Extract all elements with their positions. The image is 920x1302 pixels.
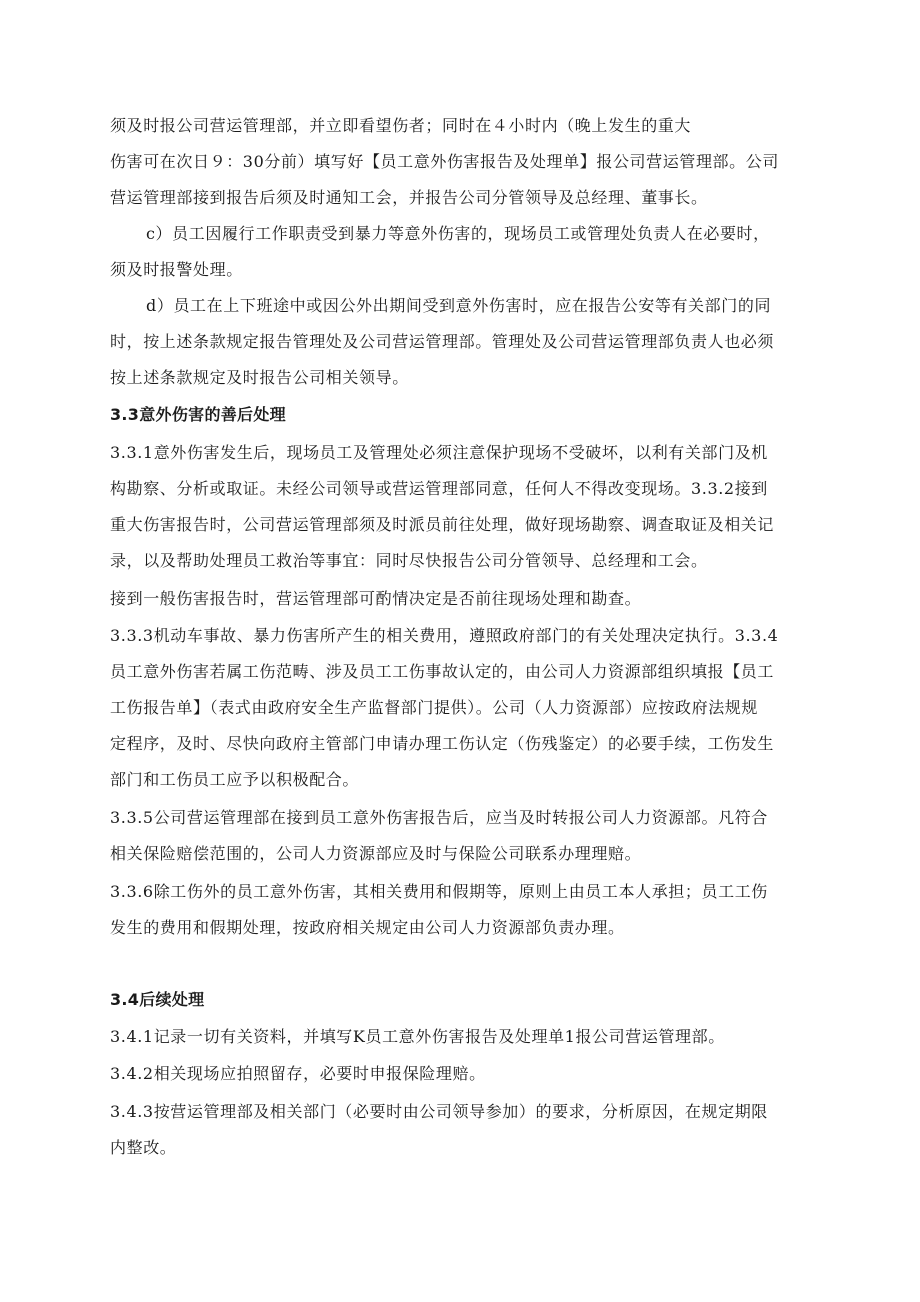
paragraph-line: d）员工在上下班途中或因公外出期间受到意外伤害时，应在报告公安等有关部门的同 (146, 296, 772, 315)
paragraph-line: 3.4.2相关现场应拍照留存，必要时申报保险理赔。 (110, 1064, 486, 1083)
paragraph-line: 伤害可在次日９：30分前）填写好【员工意外伤害报告及处理单】报公司营运管理部。公司 (110, 152, 779, 171)
paragraph-line: 须及时报警处理。 (110, 260, 243, 279)
paragraph-line: 员工意外伤害若属工伤范畴、涉及员工工伤事故认定的，由公司人力资源部组织填报【员工 (110, 662, 775, 681)
paragraph-line: 须及时报公司营运管理部，并立即看望伤者；同时在４小时内（晚上发生的重大 (110, 116, 692, 135)
section-heading: 3.3意外伤害的善后处理 (110, 405, 286, 424)
paragraph-line: 定程序，及时、尽快向政府主管部门申请办理工伤认定（伤残鉴定）的必要手续，工伤发生 (110, 734, 775, 753)
paragraph-line: 内整改。 (110, 1138, 177, 1157)
paragraph-line: 重大伤害报告时，公司营运管理部须及时派员前往处理，做好现场勘察、调查取证及相关记 (110, 515, 775, 534)
paragraph-line: 3.4.3按营运管理部及相关部门（必要时由公司领导参加）的要求，分析原因，在规定期限 (110, 1102, 768, 1121)
section-heading: 3.4后续处理 (110, 990, 205, 1009)
paragraph-line: 工伤报告单】（表式由政府安全生产监督部门提供）。公司（人力资源部）应按政府法规规 (110, 698, 759, 717)
paragraph-line: 3.3.1意外伤害发生后，现场员工及管理处必须注意保护现场不受破坏，以利有关部门及机 (110, 443, 768, 462)
paragraph-line: 按上述条款规定及时报告公司相关领导。 (110, 368, 409, 387)
paragraph-line: 相关保险赔偿范围的，公司人力资源部应及时与保险公司联系办理理赔。 (110, 844, 642, 863)
paragraph-line: 录，以及帮助处理员工救治等事宜：同时尽快报告公司分管领导、总经理和工会。 (110, 551, 708, 570)
paragraph-line: 3.3.6除工伤外的员工意外伤害，其相关费用和假期等，原则上由员工本人承担；员工工伤 (110, 882, 768, 901)
paragraph-line: 3.3.5公司营运管理部在接到员工意外伤害报告后，应当及时转报公司人力资源部。凡符合 (110, 808, 768, 827)
paragraph-line: 时，按上述条款规定报告管理处及公司营运管理部。管理处及公司营运管理部负责人也必须 (110, 332, 775, 351)
paragraph-line: 营运管理部接到报告后须及时通知工会，并报告公司分管领导及总经理、董事长。 (110, 188, 708, 207)
paragraph-line: c）员工因履行工作职责受到暴力等意外伤害的，现场员工或管理处负责人在必要时， (146, 224, 770, 243)
paragraph-line: 3.4.1记录一切有关资料，并填写K员工意外伤害报告及处理单1报公司营运管理部。 (110, 1027, 725, 1046)
paragraph-line: 构勘察、分析或取证。未经公司领导或营运管理部同意，任何人不得改变现场。3.3.2接到 (110, 479, 768, 498)
paragraph-line: 3.3.3机动车事故、暴力伤害所产生的相关费用，遵照政府部门的有关处理决定执行。3.3.4 (110, 626, 779, 645)
paragraph-line: 部门和工伤员工应予以积极配合。 (110, 770, 360, 789)
paragraph-line: 接到一般伤害报告时，营运管理部可酌情决定是否前往现场处理和勘查。 (110, 589, 642, 608)
paragraph-line: 发生的费用和假期处理，按政府相关规定由公司人力资源部负责办理。 (110, 918, 625, 937)
